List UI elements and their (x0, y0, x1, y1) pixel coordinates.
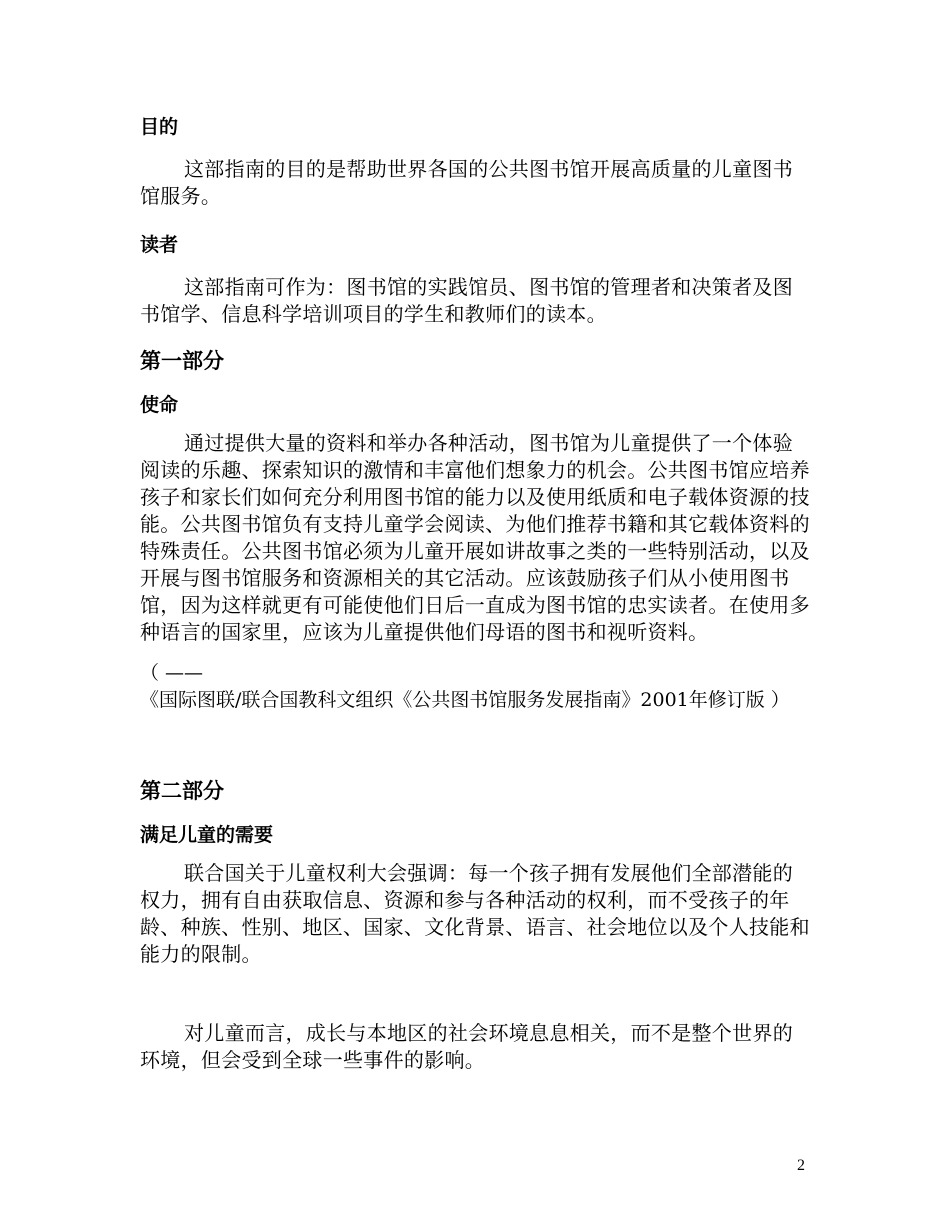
part-two-heading: 第二部分 (140, 779, 224, 803)
purpose-heading: 目的 (140, 116, 179, 138)
children-rights-paragraph: 联合国关于儿童权利大会强调：每一个孩子拥有发展他们全部潜能的权力，拥有自由获取信息、资源和参与各种活动的权利，而不受孩子的年龄、种族、性别、地区、国家、文化背景、语言、社会地位以及个人技能和能力的限制。 (140, 861, 810, 966)
readers-heading: 读者 (140, 234, 179, 256)
mission-heading: 使命 (140, 394, 179, 416)
purpose-paragraph: 这部指南的目的是帮助世界各国的公共图书馆开展高质量的儿童图书馆服务。 (140, 157, 793, 208)
citation-line-1: （ —— (140, 662, 204, 684)
document-page (140, 112, 812, 1074)
readers-paragraph: 这部指南可作为：图书馆的实践馆员、图书馆的管理者和决策者及图书馆学、信息科学培训项目的学生和教师们的读本。 (140, 275, 793, 326)
mission-paragraph: 通过提供大量的资料和举办各种活动，图书馆为儿童提供了一个体验阅读的乐趣、探索知识的激情和丰富他们想象力的机会。公共图书馆应培养孩子和家长们如何充分利用图书馆的能力以及使用纸质和电子载体资源的技能。公共图书馆负有支持儿童学会阅读、为他们推荐书籍和其它载体资料的特殊责任。公共图书馆必须为儿童开展如讲故事之类的一些特别活动，以及开展与图书馆服务和资源相关的其它活动。应该鼓励孩子们从小使用图书馆，因为这样就更有可能使他们日后一直成为图书馆的忠实读者。在使用多种语言的国家里，应该为儿童提供他们母语的图书和视听资料。 (140, 431, 810, 644)
children-needs-heading: 满足儿童的需要 (140, 824, 274, 846)
part-one-heading: 第一部分 (140, 349, 224, 373)
citation-line-2: 《国际图联/联合国教科文组织《公共图书馆服务发展指南》2001年修订版 ） (140, 689, 790, 711)
page-number: 2 (797, 1157, 805, 1174)
citation (140, 660, 812, 714)
children-environment-paragraph: 对儿童而言，成长与本地区的社会环境息息相关，而不是整个世界的环境，但会受到全球一些事件的影响。 (140, 1021, 793, 1072)
